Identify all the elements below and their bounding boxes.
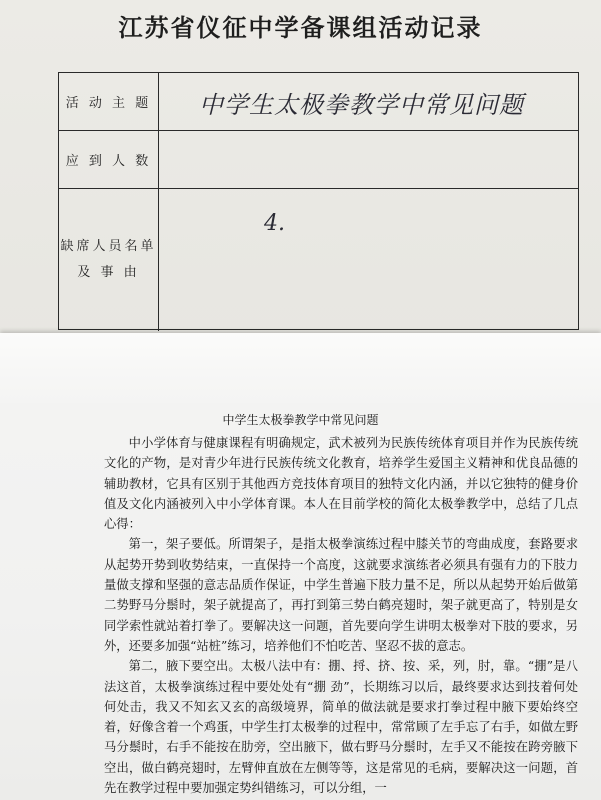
article-paragraph-second: 第二，腋下要空出。太极八法中有：掤、捋、挤、按、采，列，肘，靠。“掤”是八法这首，太极拳演练过程中要处处有“掤 劲”，长期练习以后，最终要求达到技着何处 何处击，我又不知玄又玄的高级境界，简单的做法就是要求打拳过程中腋下要始终空着，好像含着一个鸡蛋，中学生打太极拳的过程中，常常顾了左手忘了右手，如做左野马分鬃时，右手不能按在肋旁，空出腋下，做右野马分鬃时，左手又不能按在跨旁腋下空出，做白鹤亮翅时，左臂伸直放在左侧等等，这是常见的毛病，要解决这一问题，首先在教学过程中要加强定势纠错练习，可以分组，一 (104, 659, 578, 796)
topic-label: 活 动 主 题 (59, 73, 159, 130)
absent-row (59, 189, 578, 331)
attendees-value: 4. (264, 211, 285, 236)
absent-label-line2: 及 事 由 (77, 265, 140, 280)
absent-label (59, 189, 159, 331)
topic-value: 中学生太极拳教学中常见问题 (199, 91, 524, 119)
activity-form-table (58, 72, 579, 330)
article-body (104, 433, 578, 798)
attendees-label: 应 到 人 数 (59, 131, 159, 188)
article-paragraph-first: 第一，架子要低。所谓架子，是指太极拳演练过程中膝关节的弯曲成度，套路要求从起势开势到收势结束，一直保持一个高度，这就要求演练者必须具有强有力的下肢力量做支撑和坚强的意志品质作保证，中学生普遍下肢力量不足，所以从起势开始后做第二势野马分鬃时，架子就提高了，再打到第三势白鹤亮翅时，架子就更高了，特别是女同学索性就站着打拳了。要解决这一问题，首先要向学生讲明太极拳对下肢的要求，另外，还要多加强“站桩”练习，培养他们不怕吃苦、坚忍不拔的意志。 (104, 537, 578, 653)
pasted-article (0, 333, 601, 800)
absent-label-line1: 缺席人员名单 (60, 239, 157, 254)
attendees-row (59, 131, 578, 236)
article-title: 中学生太极拳教学中常见问题 (222, 413, 379, 427)
topic-row (59, 73, 578, 131)
form-title: 江苏省仪征中学备课组活动记录 (118, 14, 483, 42)
article-paragraph-intro: 中小学体育与健康课程有明确规定，武术被列为民族传统体育项目并作为民族传统文化的产物，是对青少年进行民族传统文化教育，培养学生爱国主义精神和优良品德的辅助教材，它具有区别于其他西方竞技体育项目的独特文化内涵，并以它独特的健身价值及文化内涵被列入中小学体育课。本人在目前学校的简化太极拳教学中，总结了几点心得： (104, 436, 578, 532)
